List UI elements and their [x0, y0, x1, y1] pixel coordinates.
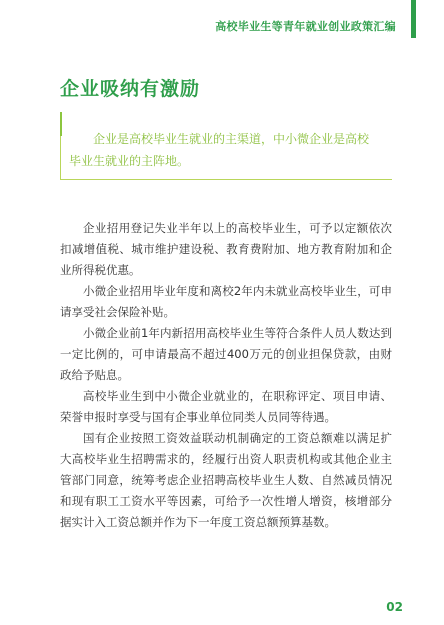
policy-paragraph: 小微企业前1年内新招用高校毕业生等符合条件人员人数达到一定比例的，可申请最高不超过400万元的创业担保贷款，由财政给予贴息。: [60, 326, 392, 382]
callout-accent-bar: [60, 112, 62, 136]
header-accent-bar: [411, 0, 416, 38]
policy-paragraph: 小微企业招用毕业年度和离校2年内未就业高校毕业生，可申请享受社会保险补贴。: [60, 284, 392, 319]
summary-callout: [60, 112, 392, 180]
policy-paragraph: 国有企业按照工资效益联动机制确定的工资总额难以满足扩大高校毕业生招聘需求的，经履行出资人职责机构或其他企业主管部门同意，统筹考虑企业招聘高校毕业生人数、自然减员情况和现有职工工资水平等因素，可给予一次性增人增资，核增部分据实计入工资总额并作为下一年度工资总额预算基数。: [60, 431, 392, 529]
policy-paragraph: 企业招用登记失业半年以上的高校毕业生，可予以定额依次扣减增值税、城市维护建设税、教育费附加、地方教育附加和企业所得税优惠。: [60, 221, 392, 277]
page-number: 02: [386, 600, 403, 614]
section-title: 企业吸纳有激励: [60, 78, 201, 100]
callout-text: 企业是高校毕业生就业的主渠道，中小微企业是高校毕业生就业的主阵地。: [69, 132, 370, 168]
document-header-title: 高校毕业生等青年就业创业政策汇编: [215, 20, 396, 33]
policy-paragraph: 高校毕业生到中小微企业就业的，在职称评定、项目申请、荣誉申报时享受与国有企事业单位同类人员同等待遇。: [60, 389, 392, 424]
policy-body: [60, 218, 392, 533]
